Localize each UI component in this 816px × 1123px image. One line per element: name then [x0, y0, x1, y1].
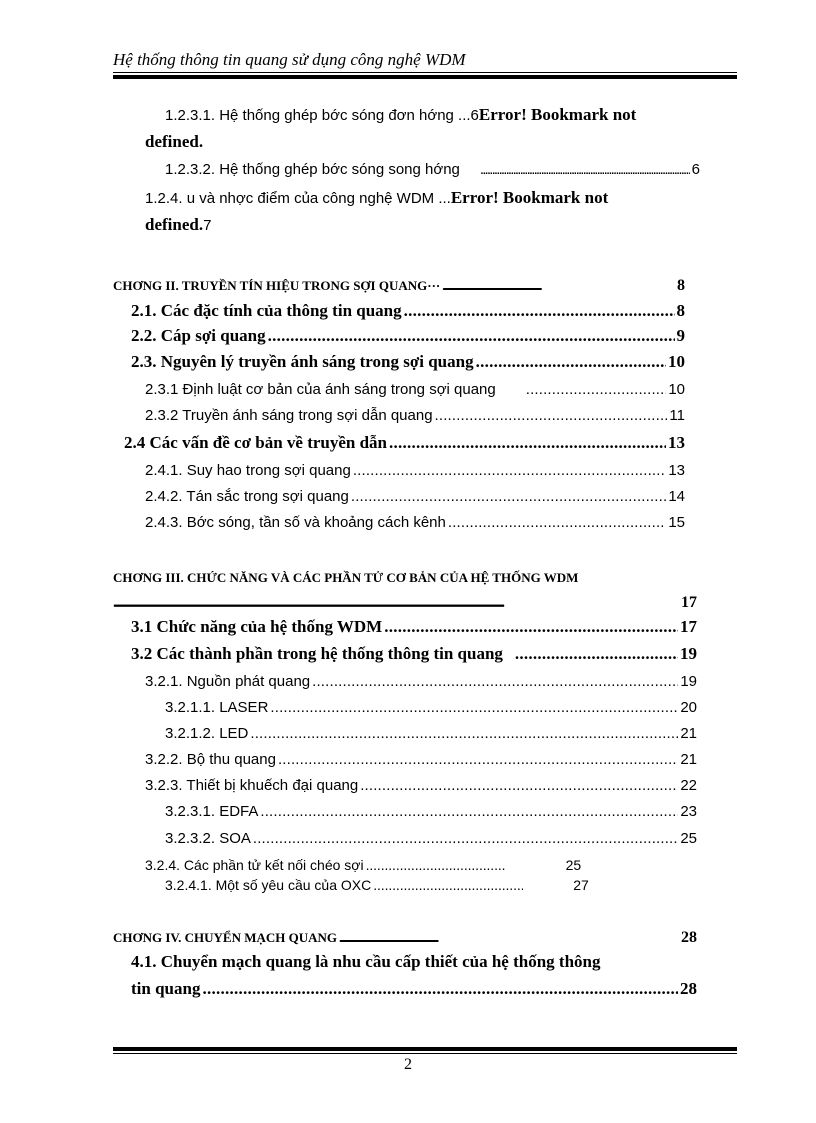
toc-label: 3.2.3.1. EDFA — [165, 803, 259, 820]
toc-chapter-4[interactable] — [113, 929, 697, 947]
leader-dots — [435, 407, 668, 424]
toc-page: 17 — [681, 594, 697, 611]
toc-page: 21 — [680, 751, 697, 768]
toc-chapter-3-leader — [113, 594, 697, 612]
bookmark-error: Error! Bookmark not — [478, 105, 637, 124]
toc-entry-3-2[interactable] — [131, 644, 697, 664]
toc-label: 1.2.3.2. Hệ thống ghép bớc sóng song hớng — [165, 161, 460, 178]
toc-page: 13 — [668, 433, 685, 452]
toc-page: 15 — [668, 514, 685, 531]
toc-page: 8 — [676, 301, 685, 320]
footer-rule-thick — [113, 1047, 737, 1051]
toc-entry-3-2-1[interactable] — [145, 673, 697, 690]
leader-dots — [253, 830, 678, 847]
page-number: 2 — [404, 1056, 412, 1073]
bookmark-error-cont: defined. — [145, 132, 204, 151]
toc-page: 13 — [668, 462, 685, 479]
toc-page: 20 — [680, 699, 697, 716]
leader-dots — [339, 930, 679, 946]
leader-dots — [113, 594, 679, 612]
toc-label: 2.2. Cáp sợi quang — [131, 326, 266, 345]
toc-entry-2-4-1[interactable] — [145, 462, 685, 479]
toc-entry-2-1[interactable] — [131, 301, 685, 321]
toc-entry-2-2[interactable] — [131, 326, 685, 346]
toc-chapter-2[interactable] — [113, 277, 685, 295]
leader-dots — [442, 278, 675, 294]
toc-entry-4-1[interactable] — [131, 952, 600, 972]
toc-page: 17 — [680, 617, 697, 636]
leader-dots — [366, 857, 506, 873]
leader-dots — [448, 514, 666, 531]
toc-page: 7 — [203, 217, 212, 234]
toc-page: 23 — [680, 803, 697, 820]
toc-chapter-3-title[interactable] — [113, 570, 578, 586]
toc-entry-3-2-3-2[interactable] — [165, 830, 697, 847]
toc-label: 2.3.2 Truyền ánh sáng trong sợi dẫn quang — [145, 407, 433, 424]
toc-label: 4.1. Chuyển mạch quang là nhu cầu cấp thiết của hệ thống thông — [131, 952, 601, 971]
toc-label: 2.4.1. Suy hao trong sợi quang — [145, 462, 351, 479]
leader-dots — [526, 381, 667, 398]
leader-dots — [260, 803, 678, 820]
toc-label: 1.2.4. u và nhợc điểm của công nghệ WDM ... — [145, 190, 451, 207]
toc-label: 3.2.3. Thiết bị khuếch đại quang — [145, 777, 359, 794]
toc-label: 3.1 Chức năng của hệ thống WDM — [131, 617, 383, 636]
toc-entry-3-2-3[interactable] — [145, 777, 697, 794]
toc-entry-2-3-1[interactable] — [145, 381, 685, 398]
toc-label-cont: tin quang — [131, 979, 201, 998]
leader-dots — [250, 725, 678, 742]
leader-dots — [404, 301, 675, 321]
toc-entry-2-3[interactable] — [131, 352, 685, 372]
toc-label: 3.2.1. Nguồn phát quang — [145, 673, 311, 690]
toc-entry-2-4[interactable] — [124, 433, 685, 453]
toc-page: 21 — [680, 725, 697, 742]
toc-label: 2.3.1 Định luật cơ bản của ánh sáng trong sợi quang — [145, 381, 496, 398]
toc-entry-1-2-3-1[interactable] — [165, 105, 636, 125]
toc-label: CHƠNG III. CHỨC NĂNG VÀ CÁC PHẦN TỬ CƠ BẢN CỦA HỆ THỐNG WDM — [113, 570, 579, 585]
toc-label: 3.2.4. Các phần tử kết nối chéo sợi — [145, 857, 364, 873]
toc-label: 3.2.3.2. SOA — [165, 830, 251, 847]
header-rule-thick — [113, 75, 737, 79]
toc-entry-3-1[interactable] — [131, 617, 697, 637]
toc-page: 25 — [565, 857, 582, 873]
toc-entry-2-3-2[interactable] — [145, 407, 685, 424]
toc-entry-2-4-2[interactable] — [145, 488, 685, 505]
leader-dots — [373, 877, 523, 893]
leader-dots — [270, 699, 678, 716]
toc-entry-1-2-3-2[interactable] — [165, 161, 700, 178]
leader-dots — [480, 161, 690, 178]
bookmark-error: Error! Bookmark not — [450, 188, 609, 207]
bookmark-error-cont-line — [145, 215, 211, 235]
leader-dots — [389, 433, 666, 453]
leader-dots — [351, 488, 666, 505]
toc-page: 22 — [680, 777, 697, 794]
toc-entry-1-2-4[interactable] — [145, 188, 608, 208]
toc-label: 2.4 Các vấn đề cơ bản về truyền dẫn — [124, 433, 388, 452]
toc-label: 3.2 Các thành phần trong hệ thống thông tin quang — [131, 644, 503, 663]
toc-label: CHƠNG IV. CHUYỂN MẠCH QUANG — [113, 930, 338, 945]
leader-dots — [384, 617, 678, 637]
toc-page: 28 — [680, 979, 697, 998]
leader-dots — [476, 352, 666, 372]
toc-label: 2.1. Các đặc tính của thông tin quang — [131, 301, 402, 320]
toc-entry-3-2-4[interactable] — [145, 857, 635, 873]
toc-page: 6 — [691, 161, 700, 178]
toc-page: 9 — [676, 326, 685, 345]
toc-page: 28 — [681, 929, 697, 946]
toc-label: 3.2.1.2. LED — [165, 725, 249, 742]
toc-page: 11 — [669, 407, 685, 424]
leader-dots — [360, 777, 678, 794]
toc-entry-3-2-3-1[interactable] — [165, 803, 697, 820]
header-rule-thin — [113, 72, 737, 73]
toc-label: 3.2.2. Bộ thu quang — [145, 751, 276, 768]
toc-label: 3.2.1.1. LASER — [165, 699, 269, 716]
leader-dots — [353, 462, 667, 479]
toc-entry-3-2-2[interactable] — [145, 751, 697, 768]
toc-label: 2.4.3. Bớc sóng, tần số và khoảng cách kênh — [145, 514, 446, 531]
toc-label: 3.2.4.1. Một số yêu cầu của OXC — [165, 877, 372, 893]
header-title: Hệ thống thông tin quang sử dụng công nghệ WDM — [113, 50, 466, 69]
leader-dots — [268, 326, 675, 346]
toc-entry-3-2-4-1[interactable] — [165, 877, 635, 893]
footer-rule-thin — [113, 1053, 737, 1054]
toc-page: 10 — [668, 352, 685, 371]
toc-page: 19 — [680, 673, 697, 690]
leader-dots — [515, 644, 678, 664]
toc-page: 19 — [680, 644, 697, 663]
leader-dots — [202, 979, 678, 999]
toc-page: 14 — [668, 488, 685, 505]
toc-label: 2.4.2. Tán sắc trong sợi quang — [145, 488, 349, 505]
toc-label: 1.2.3.1. Hệ thống ghép bớc sóng đơn hớng ...6 — [165, 107, 479, 124]
toc-entry-3-2-1-1[interactable] — [165, 699, 697, 716]
toc-entry-4-1-cont[interactable] — [131, 979, 697, 999]
leader-dots — [278, 751, 678, 768]
toc-entry-3-2-1-2[interactable] — [165, 725, 697, 742]
toc-entry-2-4-3[interactable] — [145, 514, 685, 531]
toc-page: 10 — [668, 381, 685, 398]
toc-page: 27 — [573, 877, 589, 893]
toc-label: CHƠNG II. TRUYỀN TÍN HIỆU TRONG SỢI QUANG··· — [113, 278, 441, 293]
toc-page: 8 — [677, 277, 685, 294]
toc-label: 2.3. Nguyên lý truyền ánh sáng trong sợi quang — [131, 352, 474, 371]
bookmark-error-cont: defined. — [145, 215, 204, 234]
leader-dots — [312, 673, 678, 690]
toc-page: 25 — [680, 830, 697, 847]
